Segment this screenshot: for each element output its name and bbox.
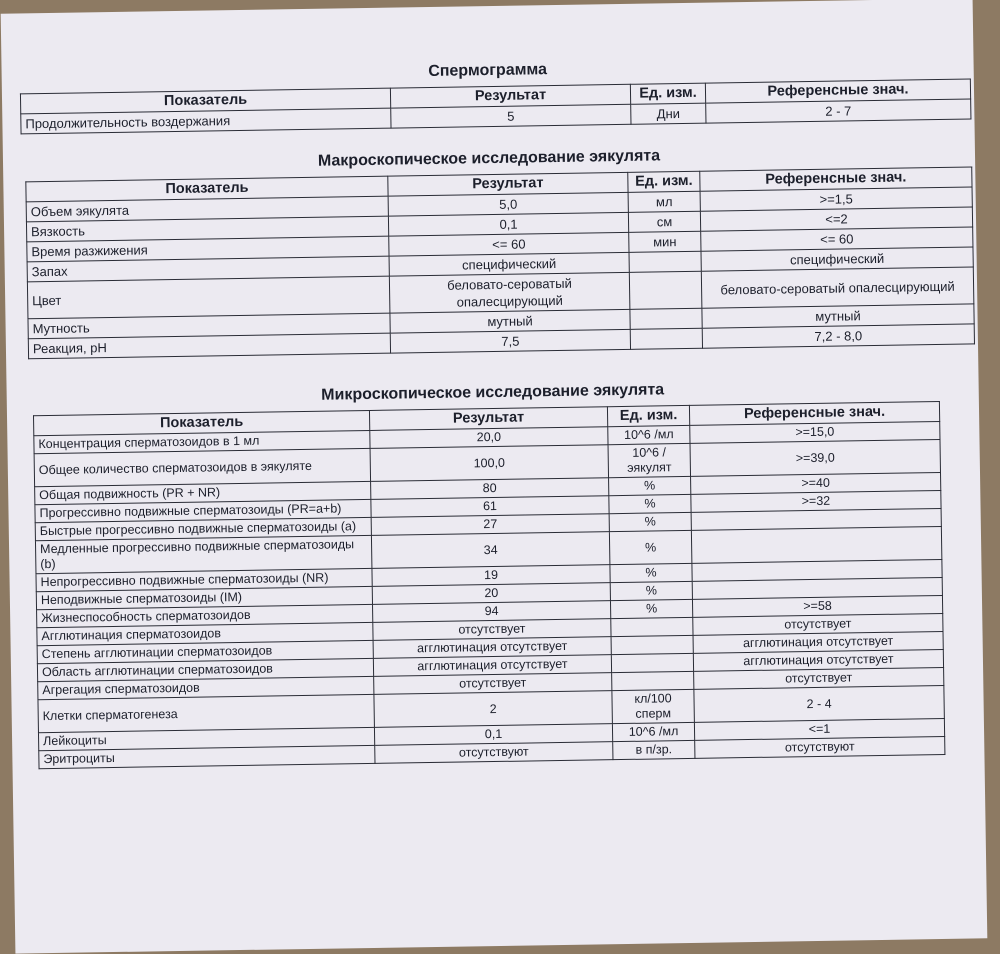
- indicator-cell: Агглютинация сперматозоидов: [37, 622, 373, 645]
- col-reference: Референсные знач.: [700, 167, 972, 191]
- reference-cell: агглютинация отсутствует: [693, 631, 943, 653]
- reference-cell: [691, 526, 941, 563]
- result-cell: агглютинация отсутствует: [373, 637, 611, 659]
- unit-cell: 10^6 /мл: [612, 722, 694, 741]
- reference-cell: отсутствуют: [695, 736, 945, 758]
- indicator-cell: Вязкость: [26, 216, 388, 242]
- indicator-cell: Клетки сперматогенеза: [38, 694, 374, 732]
- macro-table: [25, 166, 975, 359]
- unit-cell: в п/зр.: [613, 740, 695, 759]
- unit-cell: 10^6 /эякулят: [608, 443, 691, 477]
- indicator-cell: Продолжительность воздержания: [21, 108, 391, 134]
- unit-cell: %: [610, 599, 692, 618]
- reference-cell: >=1,5: [700, 187, 972, 211]
- result-cell: 0,1: [374, 724, 612, 746]
- result-cell: 20: [372, 583, 610, 605]
- result-cell: 100,0: [370, 445, 608, 482]
- result-cell: 7,5: [390, 329, 630, 353]
- reference-cell: специфический: [701, 247, 973, 271]
- indicator-cell: Концентрация сперматозоидов в 1 мл: [34, 430, 370, 453]
- unit-cell: [629, 251, 701, 272]
- unit-cell: %: [609, 512, 691, 531]
- micro-table: [33, 401, 945, 769]
- indicator-cell: Общее количество сперматозоидов в эякуляте: [34, 448, 370, 486]
- reference-cell: <=1: [694, 718, 944, 740]
- result-cell: 2: [374, 691, 612, 728]
- unit-cell: см: [628, 211, 700, 232]
- indicator-cell: Мутность: [28, 313, 390, 339]
- result-cell: 0,1: [388, 212, 628, 236]
- col-unit: Ед. изм.: [607, 405, 689, 426]
- result-cell: беловато-сероватый опалесцирующий: [389, 272, 630, 313]
- result-cell: 94: [373, 601, 611, 623]
- indicator-cell: Агрегация сперматозоидов: [38, 676, 374, 699]
- unit-cell: [630, 328, 702, 349]
- indicator-cell: Реакция, pH: [28, 333, 390, 359]
- unit-cell: %: [610, 581, 692, 600]
- unit-cell: %: [610, 563, 692, 582]
- micro-section-title: Микроскопическое исследование эякулята: [321, 381, 665, 404]
- unit-cell: [611, 635, 693, 654]
- col-reference: Референсные знач.: [689, 401, 939, 425]
- unit-cell: мл: [628, 191, 700, 212]
- macro-section-title: Макроскопическое исследование эякулята: [317, 147, 661, 170]
- unit-cell: %: [609, 494, 691, 513]
- unit-cell: кл/100 сперм: [612, 689, 695, 723]
- indicator-cell: Объем эякулята: [26, 196, 388, 222]
- col-unit: Ед. изм.: [628, 171, 700, 192]
- reference-cell: >=40: [691, 472, 941, 494]
- result-cell: мутный: [390, 309, 630, 333]
- col-indicator: Показатель: [20, 88, 390, 114]
- result-cell: 34: [371, 532, 609, 569]
- indicator-cell: Время разжижения: [27, 236, 389, 262]
- indicator-cell: Медленные прогрессивно подвижные сперматозоиды (b): [35, 535, 371, 573]
- reference-cell: >=39,0: [690, 439, 940, 476]
- reference-cell: >=15,0: [690, 421, 940, 443]
- result-cell: специфический: [389, 252, 629, 276]
- reference-cell: 2 - 7: [706, 99, 971, 123]
- unit-cell: %: [609, 476, 691, 495]
- reference-cell: >=32: [691, 490, 941, 512]
- reference-cell: отсутствует: [693, 613, 943, 635]
- col-indicator: Показатель: [26, 176, 388, 202]
- unit-cell: мин: [629, 231, 701, 252]
- result-cell: <= 60: [389, 232, 629, 256]
- abstinence-table: [20, 78, 972, 134]
- indicator-cell: Эритроциты: [39, 745, 375, 768]
- indicator-cell: Запах: [27, 256, 389, 282]
- result-cell: отсутствуют: [375, 742, 613, 764]
- unit-cell: %: [609, 530, 692, 564]
- unit-cell: [611, 617, 693, 636]
- col-reference: Референсные знач.: [705, 79, 970, 103]
- col-unit: Ед. изм.: [630, 83, 705, 104]
- reference-cell: мутный: [702, 304, 974, 328]
- col-result: Результат: [388, 172, 628, 196]
- col-result: Результат: [369, 407, 607, 431]
- lab-report-sheet: [1, 0, 988, 954]
- indicator-cell: Общая подвижность (PR + NR): [35, 481, 371, 504]
- indicator-cell: Жизнеспособность сперматозоидов: [37, 604, 373, 627]
- result-cell: 19: [372, 565, 610, 587]
- indicator-cell: Область агглютинации сперматозоидов: [37, 658, 373, 681]
- reference-cell: <= 60: [701, 227, 973, 251]
- col-indicator: Показатель: [33, 410, 369, 435]
- indicator-cell: Лейкоциты: [38, 727, 374, 750]
- result-cell: 5,0: [388, 192, 628, 216]
- unit-cell: [612, 671, 694, 690]
- unit-cell: Дни: [631, 103, 706, 124]
- reference-cell: 7,2 - 8,0: [702, 324, 974, 348]
- result-cell: 27: [371, 514, 609, 536]
- unit-cell: [630, 308, 702, 329]
- reference-cell: отсутствует: [694, 667, 944, 689]
- col-result: Результат: [390, 84, 630, 108]
- indicator-cell: Неподвижные сперматозоиды (IM): [36, 586, 372, 609]
- indicator-cell: Прогрессивно подвижные сперматозоиды (PR=a+b): [35, 499, 371, 522]
- result-cell: агглютинация отсутствует: [373, 655, 611, 677]
- indicator-cell: Цвет: [27, 276, 390, 319]
- reference-cell: агглютинация отсутствует: [693, 649, 943, 671]
- result-cell: 80: [371, 478, 609, 500]
- unit-cell: [629, 271, 702, 309]
- result-cell: 20,0: [370, 427, 608, 449]
- indicator-cell: Непрогрессивно подвижные сперматозоиды (NR): [36, 568, 372, 591]
- reference-cell: беловато-сероватый опалесцирующий: [701, 267, 974, 308]
- result-cell: отсутствует: [373, 619, 611, 641]
- reference-cell: 2 - 4: [694, 685, 944, 722]
- result-cell: отсутствует: [374, 673, 612, 695]
- reference-cell: >=58: [692, 595, 942, 617]
- indicator-cell: Степень агглютинации сперматозоидов: [37, 640, 373, 663]
- unit-cell: [611, 653, 693, 672]
- reference-cell: <=2: [700, 207, 972, 231]
- indicator-cell: Быстрые прогрессивно подвижные сперматозоиды (a): [35, 517, 371, 540]
- report-title: Спермограмма: [428, 61, 548, 80]
- result-cell: 61: [371, 496, 609, 518]
- unit-cell: 10^6 /мл: [608, 425, 690, 444]
- result-cell: 5: [391, 104, 631, 128]
